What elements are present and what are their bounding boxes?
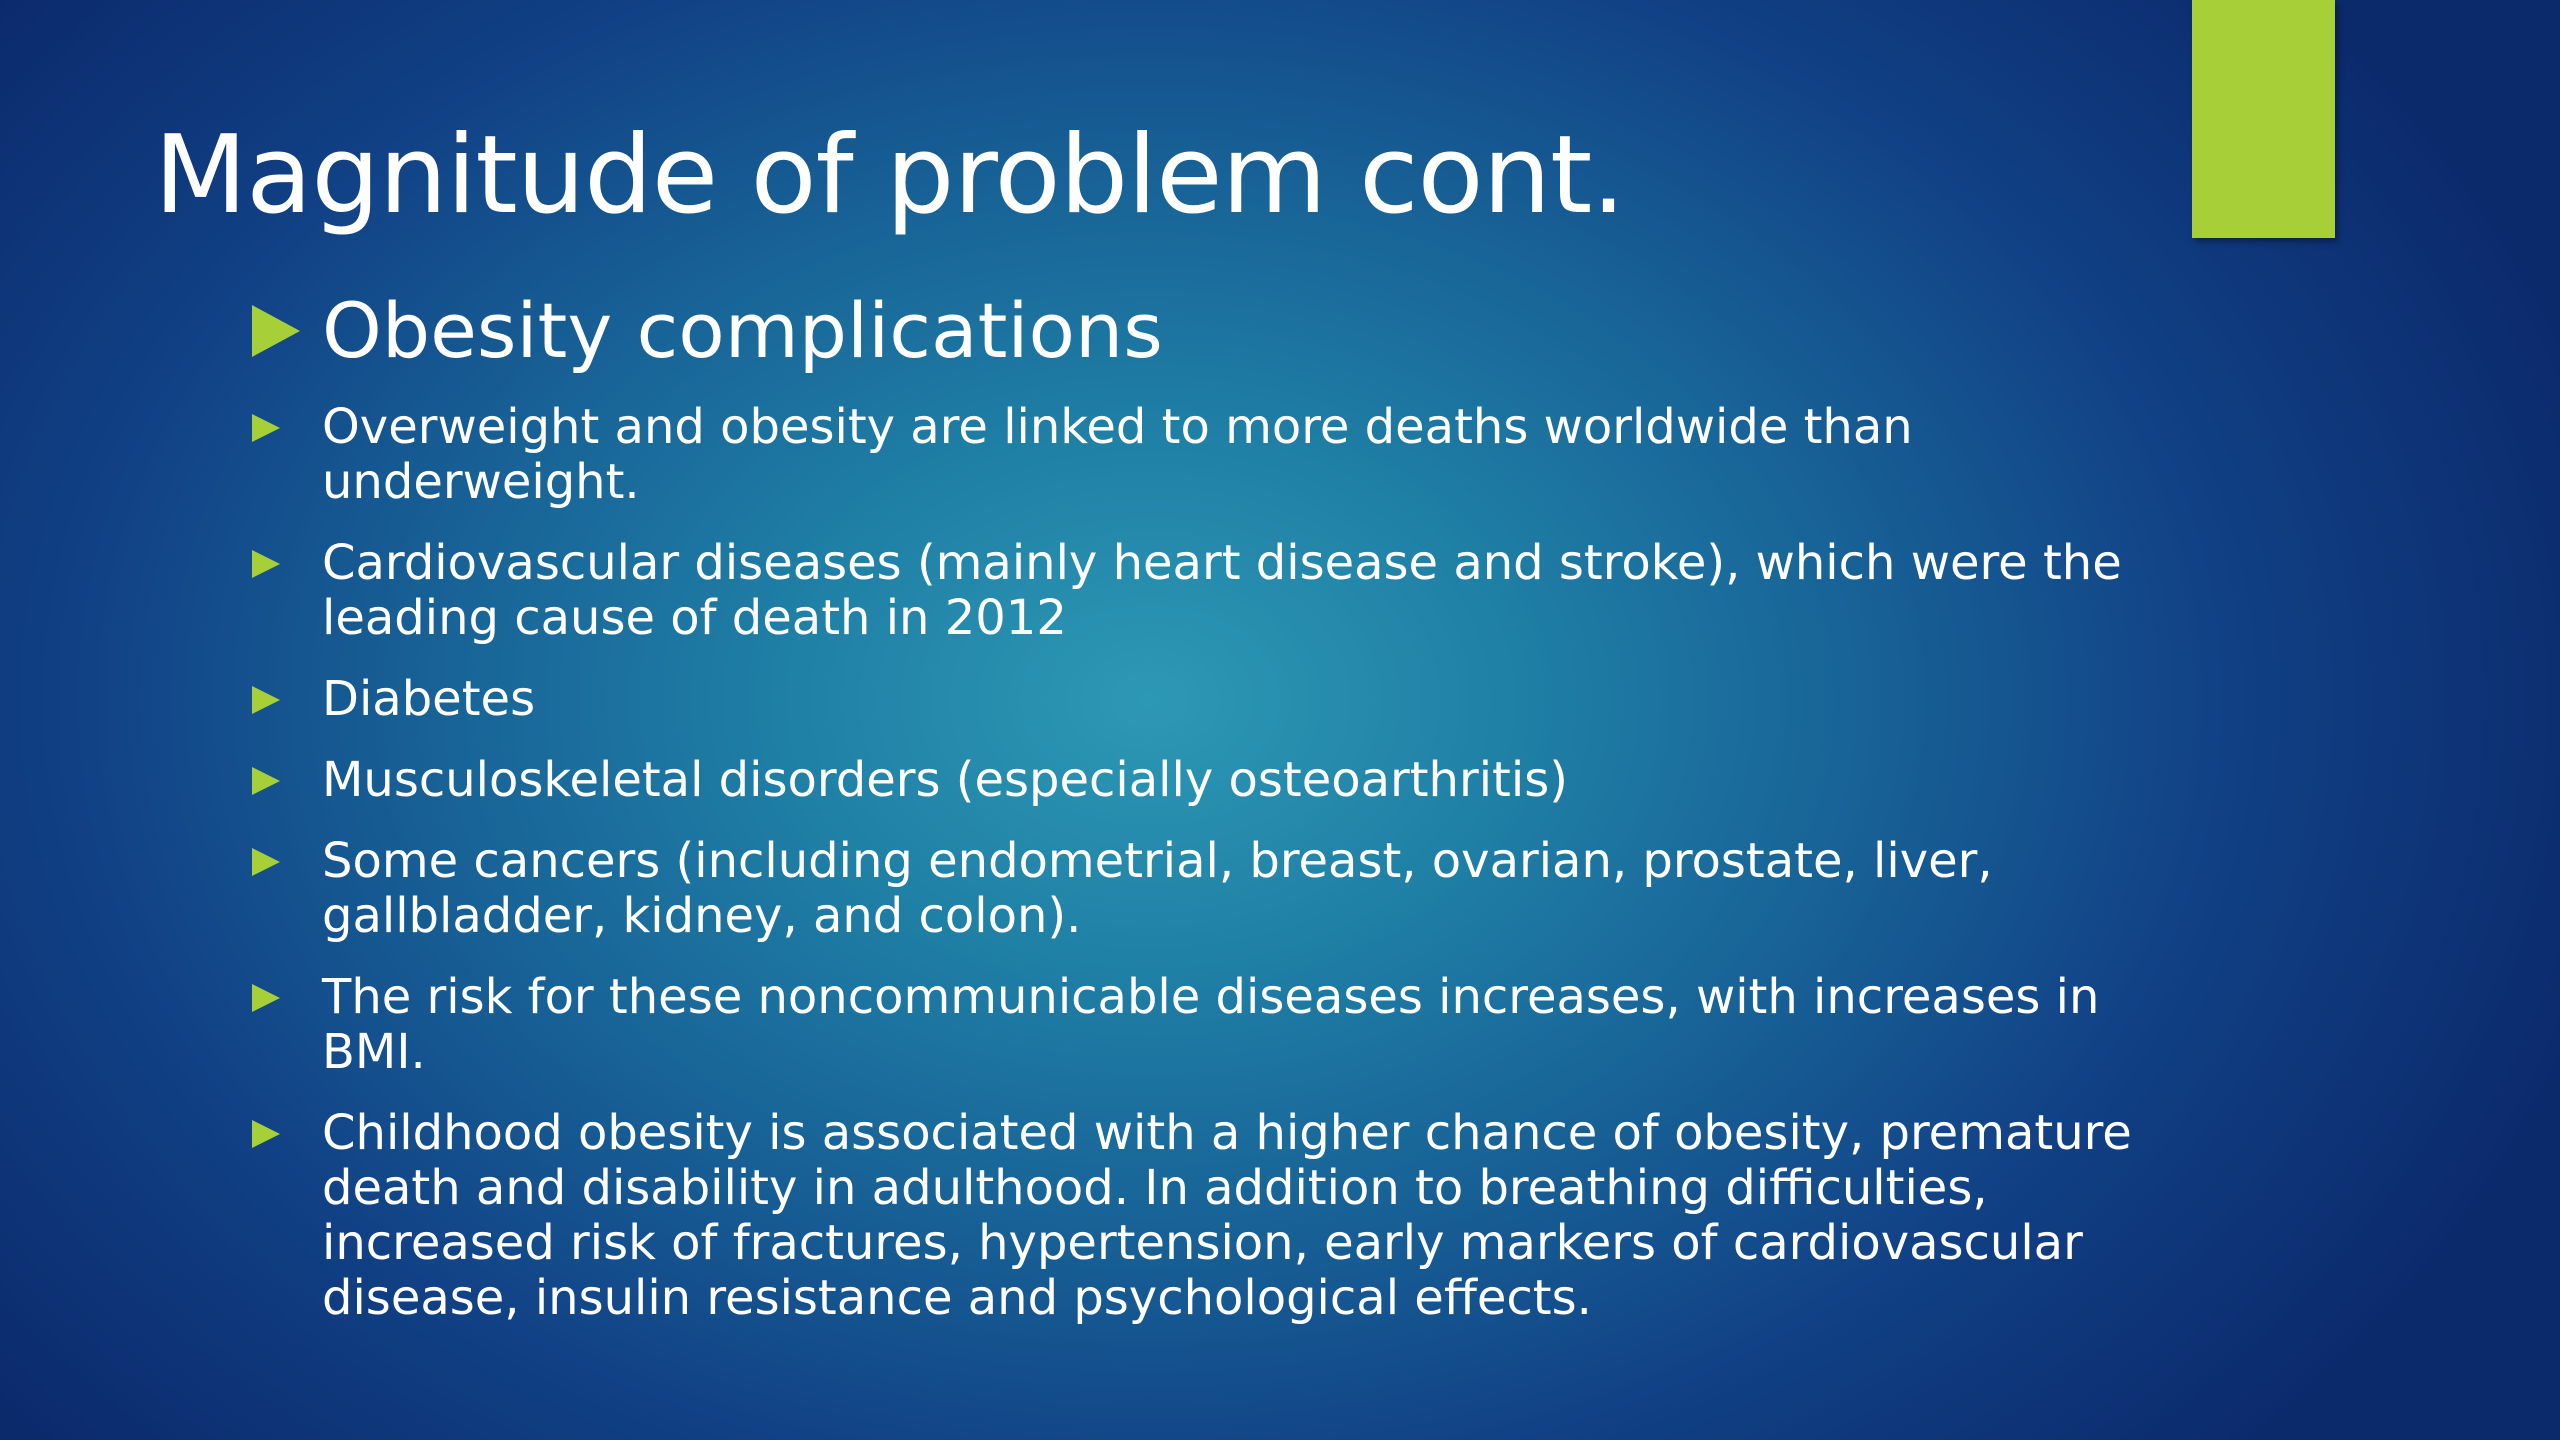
bullet-text: The risk for these noncommunicable diseases increases, with increases in BMI. <box>322 969 2100 1080</box>
triangle-right-icon <box>252 550 280 578</box>
bullet-list <box>252 400 2152 1352</box>
bullet-item <box>252 400 2152 510</box>
bullet-text: Some cancers (including endometrial, breast, ovarian, prostate, liver, gallbladder, kidney, and colon). <box>322 833 1993 944</box>
triangle-right-icon <box>252 1120 280 1148</box>
bullet-text: Overweight and obesity are linked to more deaths worldwide than underweight. <box>322 399 1913 510</box>
bullet-item <box>252 970 2152 1080</box>
slide-title: Magnitude of problem cont. <box>154 113 1625 238</box>
triangle-right-icon <box>252 984 280 1012</box>
triangle-right-icon <box>252 848 280 876</box>
triangle-right-icon <box>252 305 300 357</box>
bullet-item <box>252 753 2152 808</box>
triangle-right-icon <box>252 414 280 442</box>
subheading-text: Obesity complications <box>322 286 1163 375</box>
triangle-right-icon <box>252 686 280 714</box>
accent-bar <box>2192 0 2335 238</box>
bullet-item <box>252 536 2152 646</box>
bullet-item <box>252 672 2152 727</box>
bullet-item <box>252 834 2152 944</box>
triangle-right-icon <box>252 767 280 795</box>
bullet-text: Diabetes <box>322 671 536 727</box>
subheading <box>252 286 1163 376</box>
bullet-text: Cardiovascular diseases (mainly heart disease and stroke), which were the leading cause of death in 2012 <box>322 535 2122 646</box>
bullet-text: Childhood obesity is associated with a higher chance of obesity, premature death and disability in adulthood. In addition to breathing difficulties, increased risk of fractures, hypertension, early markers of cardiovascular disease, insulin resistance and psychological effects. <box>322 1105 2132 1326</box>
bullet-text: Musculoskeletal disorders (especially osteoarthritis) <box>322 752 1568 808</box>
bullet-item <box>252 1106 2152 1326</box>
